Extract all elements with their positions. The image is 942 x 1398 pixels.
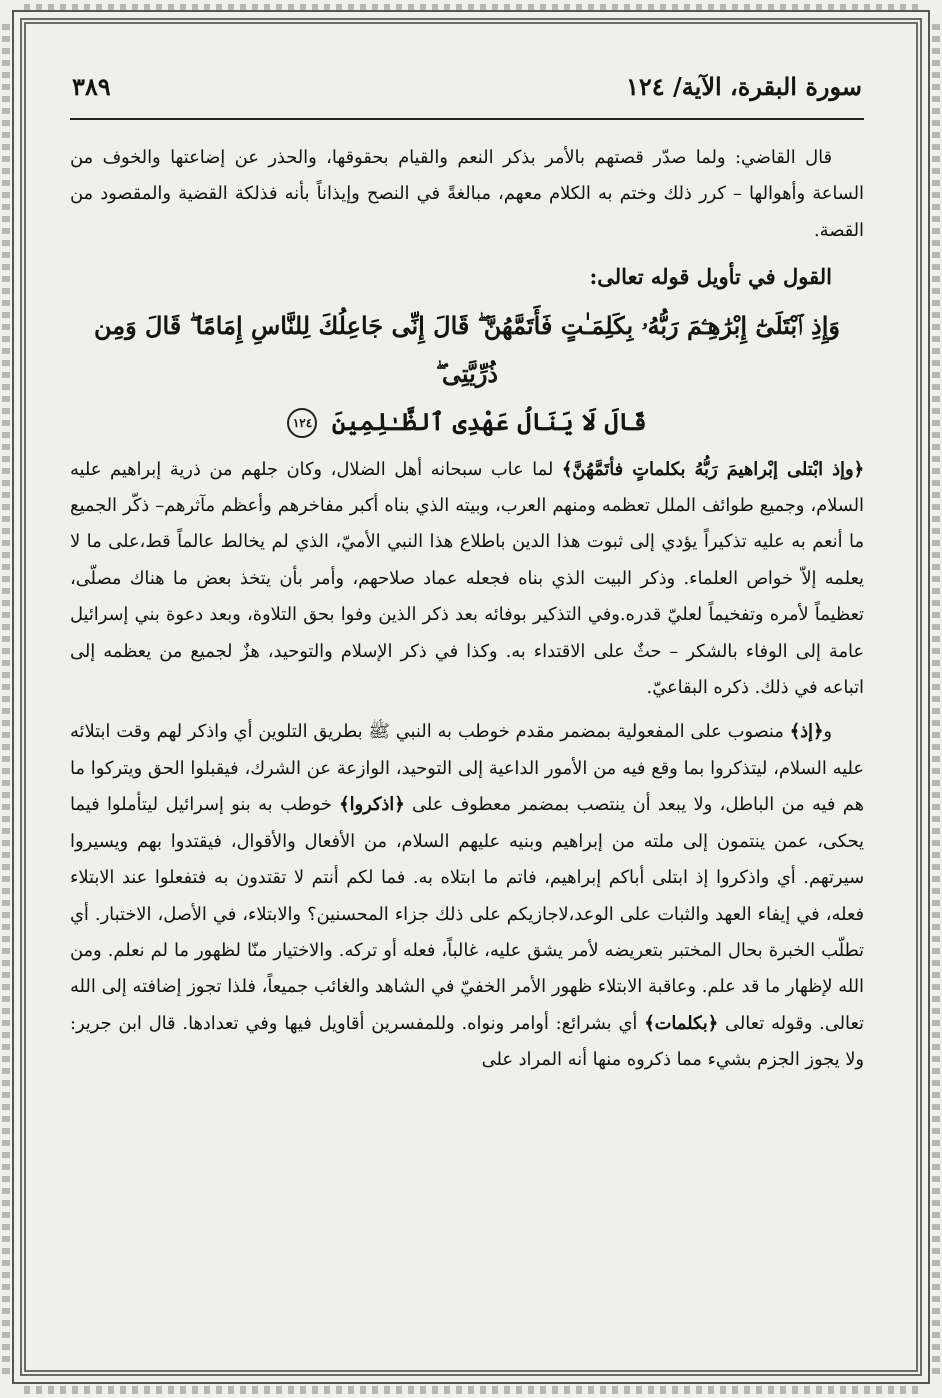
paragraph-qadi: قال القاضي: ولما صدّر قصتهم بالأمر بذكر النعم والقيام بحقوقها، والحذر عن إضاعتها والخوف من الساعة وأهوالها – كرر ذلك وختم به الكلام معهم، مبالغةً في النصح وإيذاناً بأنه فذلكة القضية والمقصود من القصة. [70,147,864,241]
verse-quote: ﴿وإذ ابْتلى إبْراهيمَ رَبُّهُ بكلماتٍ فأتَمَّهُنَّ﴾ [561,458,864,480]
header-title: سورة البقرة، الآية/ ١٢٤ [625,72,862,101]
verse-line-2 [70,398,864,446]
border-ornament-bottom [24,1386,918,1394]
quote-udhkuru: ﴿اذكروا﴾ [339,794,405,816]
page-number: ٣٨٩ [72,72,111,101]
header-rule [70,118,864,120]
paragraph-ibtila-text: لما عاب سبحانه أهل الضلال، وكان جلهم من ذرية إبراهيم عليه السلام، وجميع طوائف الملل تعظمه ومنهم العرب، وبيته الذي بناه أكبر مفاخرهم وأعظم مآثرهم– ذكّر الجميع ما أنعم به عليه تذكيراً يؤدي إلى ثبوت هذا الدين باطلاع هذا النبي الأميّ، الذي لم يخالط عالماً قط،على ما لا يعلمه إلاّ خواص العلماء. وذكر البيت الذي بناه فجعله عماد صلاحهم، وأمر بأن يتخذ بعض ما هناك مصلّى، تعظيماً لأمره وتفخيماً لعليّ قدره.وفي التذكير بوفائه بعد ذكر الذين وفوا بحق التلاوة، وبعد دعوة بني إسرائيل عامة إلى الوفاء بالشكر – حثٌ على الاقتداء به. وكذا في ذكر الإسلام والتوحيد، هزٌ لجميع من يعظمه إلى اتباعه في ذلك. ذكره البقاعيّ. [70,458,864,699]
spacer [70,706,864,714]
paragraph-idh-text-1: منصوب على المفعولية بمضمر مقدم خوطب به النبي ﷺ بطريق التلوين أي واذكر لهم وقت ابتلائه عليه السلام، ليتذكروا بما وقع فيه من الأمور الداعية إلى التوحيد، الوازعة عن الشرك، فيقبلوا الحق ويتركوا ما هم فيه من الباطل، ولا يبعد أن ينتصب بمضمر معطوف على [70,721,864,816]
spacer [70,249,864,257]
paragraph-idh-text-2: خوطب به بنو إسرائيل ليتأملوا فيما يحكى، عمن ينتمون إلى ملته من إبراهيم وبنيه عليهم السلام، من الأفعال والأقوال، فيقتدوا بهم ويسيروا سيرتهم. أي واذكروا إذ ابتلى أباكم إبراهيم، فاتم ما ابتلاه به. فما لكم أنتم لا تقتدون به فتفعلوا عند الابتلاء فعله، في إيفاء العهد والثبات على الوعد،لاجازيكم على ذلك جزاء المحسنين؟ والابتلاء، في الأصل، الاختبار. أي تطلّب الخبرة بحال المختبر بتعريضه لأمر يشق عليه، غالباً، فعله أو تركه. والاختيار منّا لظهور ما لم نعلم. ومن الله لإظهار ما قد علم. وعاقبة الابتلاء ظهور الأمر الخفيّ في الشاهد والغائب جميعاً، فلذا تجوز إضافته إلى الله تعالى. وقوله تعالى [70,794,864,1034]
paragraph-idh [70,714,864,1078]
running-header [72,72,862,112]
section-heading: القول في تأويل قوله تعالى: [589,264,832,290]
lead-waw: و [823,721,832,743]
border-ornament-right [932,24,940,1374]
border-ornament-left [2,24,10,1374]
quran-verse [70,302,864,446]
paragraph-idh-text-3: أي بشرائع: أوامر ونواه. وللمفسرين أقاويل فيها وفي تعدادها. قال ابن جرير: ولا يجوز الجزم بشيء مما ذكروه منها أنه المراد على [70,1012,864,1071]
ayah-number-mark: ١٢٤ [287,408,317,438]
quote-idh: ﴿إذ﴾ [789,721,824,743]
page-body [70,140,864,1330]
verse-line-1: وَإِذِ ٱبْتَلَىٰٓ إِبْرَٰهِـۧمَ رَبُّهُۥ بِكَلِمَـٰتٍ فَأَتَمَّهُنَّ ۖ قَالَ إِنِّى جَاعِلُكَ لِلنَّاسِ إِمَامًا ۖ قَالَ وَمِن ذُرِّيَّتِى ۖ [93,310,841,388]
paragraph-ibtila [70,452,864,707]
verse-line-2-text: قَالَ لَا يَنَالُ عَهْدِى ٱلظَّـٰلِمِينَ [331,406,647,436]
quote-bikalimat: ﴿بكلمات﴾ [644,1012,719,1034]
